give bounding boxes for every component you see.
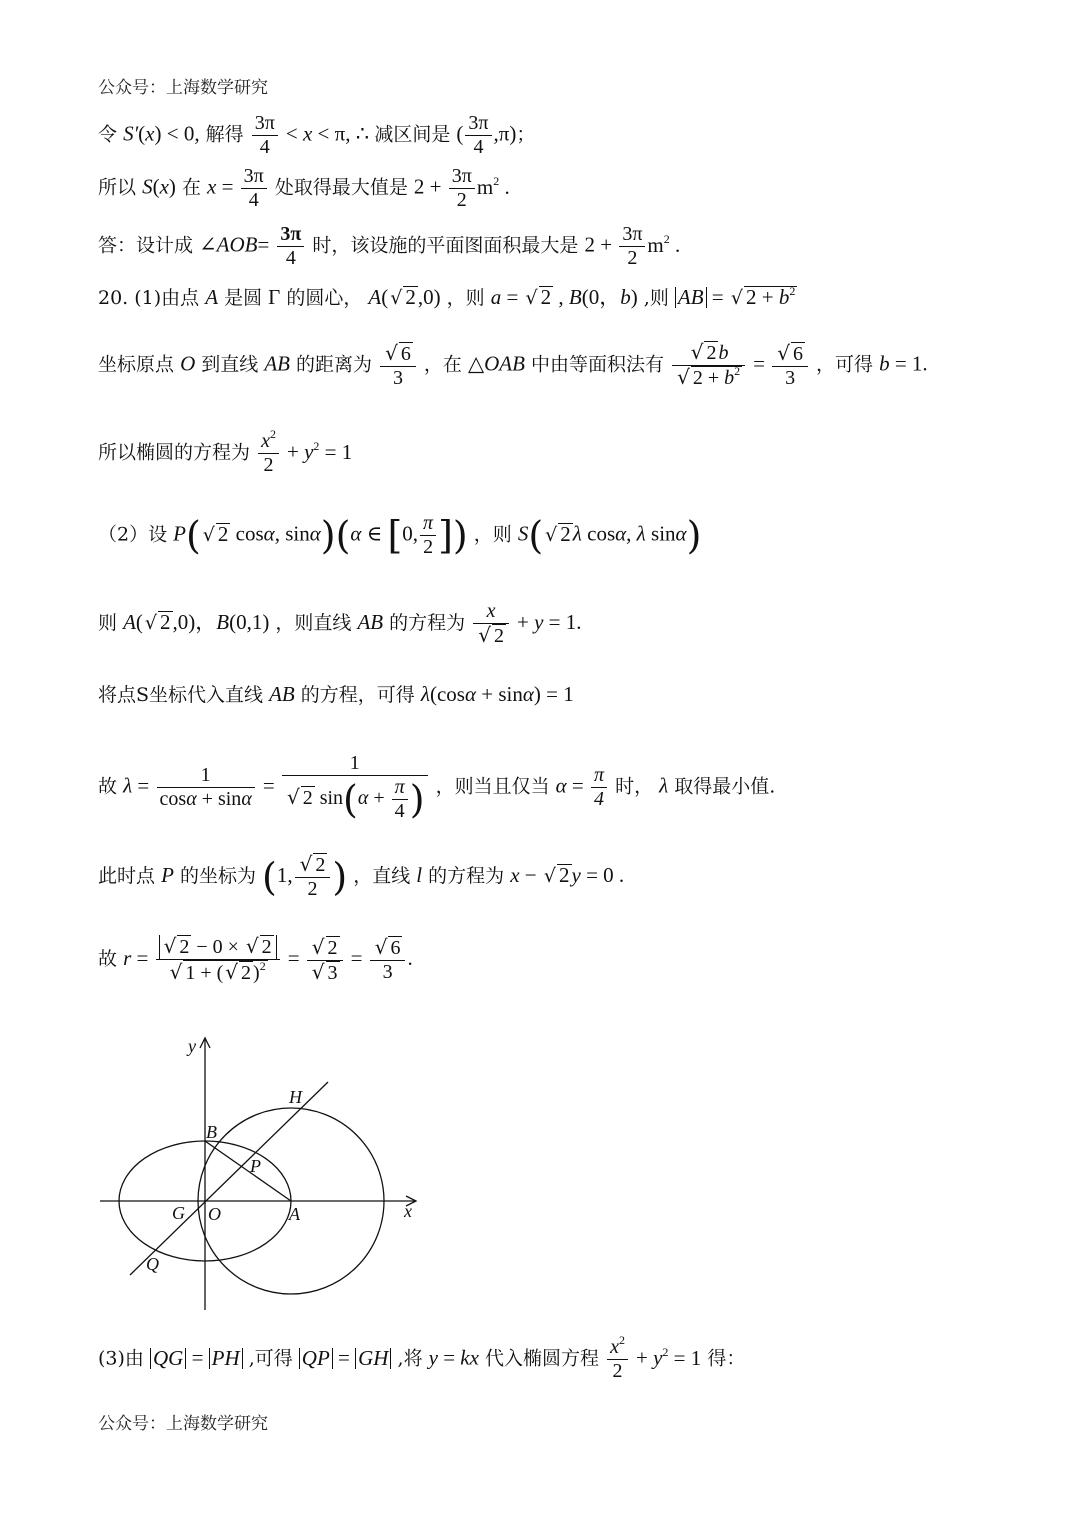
fraction: $\frac{√ 2}{√ 3}$ xyxy=(307,936,343,985)
text-segment: ，则直线 xyxy=(275,612,352,634)
fraction: $\frac{3\pi}{2}$ xyxy=(449,165,475,212)
label-g: G xyxy=(172,1203,185,1223)
segment-ab xyxy=(205,1141,291,1201)
text-segment: 的圆心， xyxy=(286,287,363,309)
text-segment: ，在 xyxy=(423,353,462,376)
fraction: $\frac{3\pi}{2}$ xyxy=(619,223,645,270)
fraction: $\frac{√ 6}{3}$ xyxy=(370,936,406,984)
text-segment: 则 xyxy=(98,612,118,634)
text-segment: 所以 xyxy=(98,176,137,199)
line-l xyxy=(130,1082,328,1275)
line-part3: (3)由 QG = PH ,可得 QP = GH ,将 y = kx 代入椭圆方程 $\frac{x^2}{2}$ + $y^2 = 1$ 得： xyxy=(98,1333,746,1382)
text-segment: 时，该设施的平面图面积最大是 xyxy=(312,234,579,257)
line-point-p: 此时点 P 的坐标为 (1, $\frac{√ 2}{2}$ ) ，直线 l 的方程为 x − √ 2y = 0 . xyxy=(98,852,625,900)
text-segment: 时， xyxy=(615,775,654,798)
header-text: 公众号：上海数学研究 xyxy=(98,78,268,98)
text-segment: 中由等面积法有 xyxy=(531,353,665,376)
text-segment: 的距离为 xyxy=(296,353,373,376)
text-segment: 在 xyxy=(181,176,201,199)
line-max-value: 所以 S(x) 在 x = $\frac{3\pi}{4}$ 处取得最大值是 2 + $\frac{3\pi}{2}$ $m^2$ . xyxy=(98,165,510,211)
line-lambda: 故 λ = $\frac{1}{\cos\alpha + \sin\alpha}$ = 1 √ 2 sin(α + $\frac{\pi}{4}$ ) ，则当且仅当 α = $\frac{\pi}{4}$ 时， λ 取得最小值. xyxy=(98,752,776,822)
fraction: $\frac{1}{\cos\alpha + \sin\alpha}$ xyxy=(157,764,255,811)
line-part2-setup: （2）设 P( √ 2 cosα, sinα)(α ∈ [0, $\frac{\pi}{2}$ ]) ，则 S( √ 2λ cosα, λ sinα) xyxy=(98,512,702,558)
text-segment: ，直线 xyxy=(353,865,411,887)
text-segment: 的方程为 xyxy=(428,865,505,887)
text-segment: 所以椭圆的方程为 xyxy=(98,441,251,464)
text-segment: ,将 xyxy=(397,1347,423,1370)
fraction: $\frac{x^2}{2}$ xyxy=(607,1336,628,1383)
text-segment: 减区间是 xyxy=(374,123,451,146)
line-ellipse-equation: 所以椭圆的方程为 $\frac{x^2}{2}$ + $y^2 = 1$ xyxy=(98,427,353,476)
label-x: x xyxy=(404,1201,412,1221)
text-segment: (3)由 xyxy=(98,1347,144,1370)
text-segment: 20. (1)由点 xyxy=(98,287,200,309)
fraction: $\frac{√ 2 b}{√ 2 + b^2}$ xyxy=(672,341,745,390)
text-segment: 故 xyxy=(98,775,118,798)
fraction: $\frac{√ 6}{3}$ xyxy=(772,342,808,390)
geometry-figure xyxy=(90,1030,430,1320)
text-segment: 此时点 xyxy=(98,865,156,887)
fraction: $\frac{3\pi}{4}$ xyxy=(241,165,267,212)
text-segment: 令 xyxy=(98,123,118,146)
fraction: $\frac{\pi}{4}$ xyxy=(591,764,607,811)
text-segment: 答：设计成 xyxy=(98,234,194,257)
text-segment: ,可得 xyxy=(248,1347,293,1370)
text-segment: 是圆 xyxy=(224,287,263,309)
label-p: P xyxy=(250,1156,261,1176)
line-radius: 故 r = $\frac{√ 2 - 0 \times √ 2}{√ 1 + ( √ 2 )^2}$ = $\frac{√ 2}{√ 3}$ = $\frac{√ 6}{3}$ . xyxy=(98,934,413,984)
text-segment: （2）设 xyxy=(98,523,168,546)
text-segment: 到直线 xyxy=(201,353,259,376)
fraction: $\frac{\pi}{2}$ xyxy=(420,512,436,559)
footer-text: 公众号：上海数学研究 xyxy=(98,1414,268,1434)
text-segment: 得： xyxy=(707,1347,746,1370)
line-line-ab: 则 A( √ 2,0)，B(0,1) ，则直线 AB 的方程为 $\frac{x}{√ 2}$ + y = 1. xyxy=(98,600,582,647)
fraction: $\frac{x}{√ 2}$ xyxy=(473,600,509,648)
label-a: A xyxy=(289,1204,300,1224)
text-segment: ，可得 xyxy=(816,353,874,376)
label-o: O xyxy=(208,1204,221,1224)
text-segment: 解得 xyxy=(205,123,244,146)
text-segment: 的方程为 xyxy=(389,612,466,634)
fraction: $\frac{3\pi}{4}$ xyxy=(252,112,278,159)
fraction: $\frac{√ 2}{2}$ xyxy=(295,853,331,901)
fraction: $\frac{√ 6}{3}$ xyxy=(380,342,416,390)
fraction: $\frac{3\pi}{4}$ xyxy=(465,112,491,159)
line-substitute: 将点S坐标代入直线 AB 的方程，可得 λ(cosα + sinα) = 1 xyxy=(98,682,574,706)
line-distance: 坐标原点 O 到直线 AB 的距离为 $\frac{√ 6}{3}$ ，在 △OAB 中由等面积法有 $\frac{√ 2 b}{√ 2 + b^2}$ = $\frac{√ 6}{3}$ ，可得 b = 1. xyxy=(98,340,928,389)
text-segment: ,则 xyxy=(643,287,669,309)
text-segment: 将点S坐标代入直线 xyxy=(98,684,264,706)
text-segment: 代入椭圆方程 xyxy=(485,1347,600,1370)
label-q: Q xyxy=(146,1254,159,1274)
text-segment: ，则 xyxy=(446,287,485,309)
line-answer: 答：设计成 ∠AOB= $\frac{3\pi}{4}$ 时，该设施的平面图面积最大是 2 + $\frac{3\pi}{2}$ $m^2$ . xyxy=(98,223,681,269)
text-segment: ，则当且仅当 xyxy=(435,775,550,798)
text-segment: 的坐标为 xyxy=(179,865,256,887)
fraction: $\frac{√ 2 - 0 \times √ 2}{√ 1 + ( √ 2 )^2}$ xyxy=(156,935,280,985)
text-segment: 的方程，可得 xyxy=(300,684,415,706)
label-h: H xyxy=(289,1087,302,1107)
line-derivative-condition: 令 S′(x) < 0, 解得 $\frac{3\pi}{4}$ < x < π, ∴ 减区间是 ( $\frac{3\pi}{4}$ ,π)； xyxy=(98,112,536,158)
text-segment: 坐标原点 xyxy=(98,353,175,376)
fraction: 1 √ 2 sin(α + $\frac{\pi}{4}$ ) xyxy=(282,752,428,823)
text-segment: 取得最小值. xyxy=(674,775,776,798)
text-segment: 故 xyxy=(98,948,118,970)
text-segment: 处取得最大值是 xyxy=(274,176,408,199)
label-b: B xyxy=(206,1122,217,1142)
label-y: y xyxy=(188,1036,196,1056)
line-problem20-part1: 20. (1)由点 A 是圆 Γ 的圆心， A( √ 2,0) ，则 a = √ 2 , B(0，b) ,则 AB = √ $2 + b^2$ xyxy=(98,284,796,309)
text-segment: ，则 xyxy=(473,523,512,546)
fraction: $\frac{3\pi}{4}$ xyxy=(277,223,304,270)
fraction: $\frac{x^2}{2}$ xyxy=(258,430,279,477)
